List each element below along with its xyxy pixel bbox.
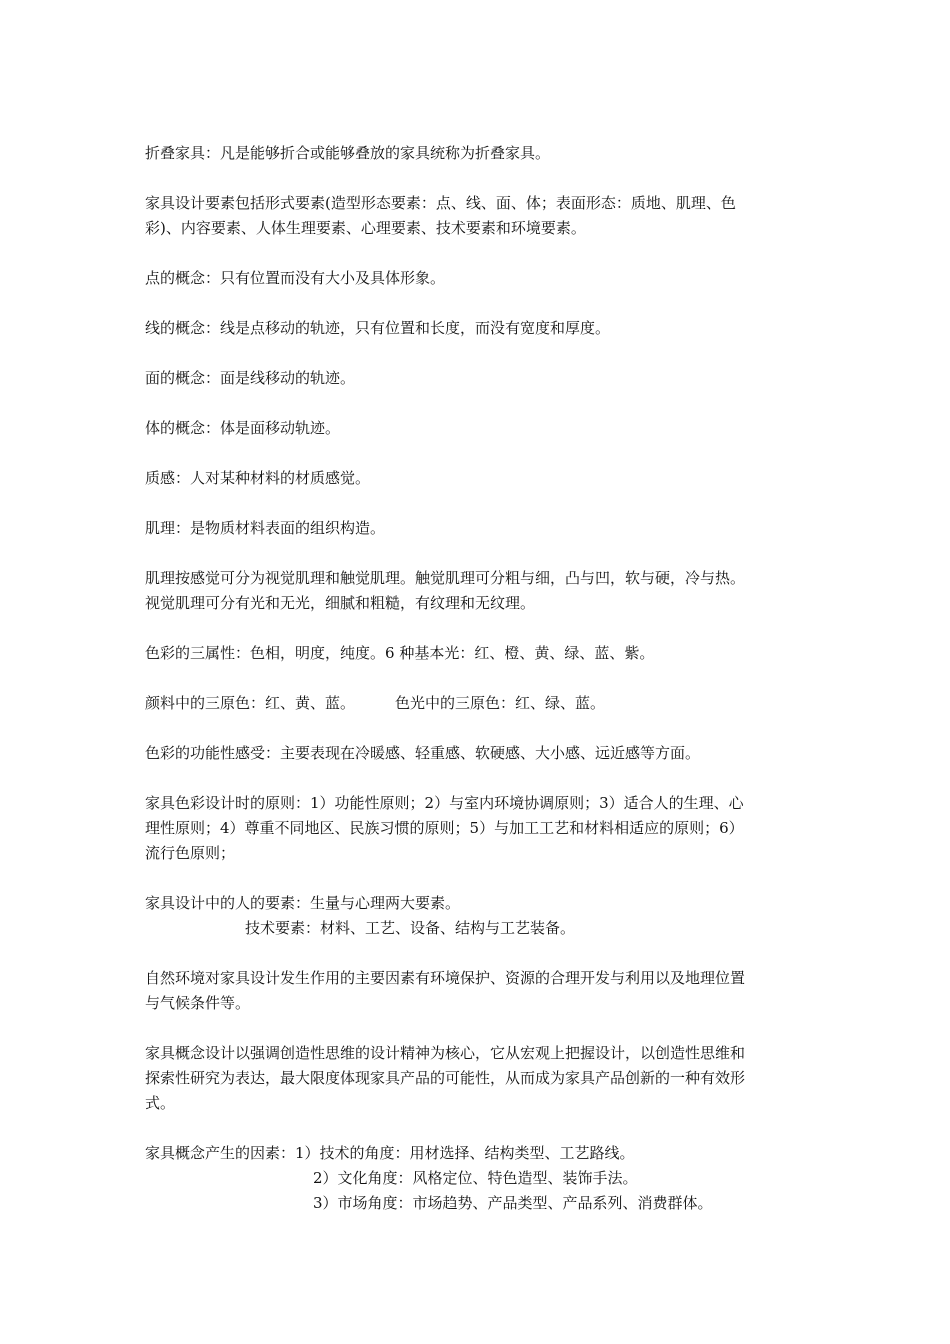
paragraph-line: 理性原则；4）尊重不同地区、民族习惯的原则；5）与加工工艺和材料相适应的原则；6）	[145, 819, 744, 837]
paragraph-line: 面的概念：面是线移动的轨迹。	[145, 369, 356, 387]
paragraph-line: 自然环境对家具设计发生作用的主要因素有环境保护、资源的合理开发与利用以及地理位置	[145, 969, 746, 987]
paragraph-line: 式。	[145, 1094, 176, 1112]
paragraph-line: 视觉肌理可分有光和无光，细腻和粗糙，有纹理和无纹理。	[145, 594, 536, 612]
concept-factors-paragraph	[145, 1141, 813, 1216]
paragraph-line: 点的概念：只有位置而没有大小及具体形象。	[145, 269, 446, 287]
paragraph-line: 肌理按感觉可分为视觉肌理和触觉肌理。触觉肌理可分粗与细，凸与凹，软与硬，冷与热。	[145, 569, 746, 587]
paragraph-group-2	[145, 741, 813, 866]
paragraph-line: 色彩的三属性：色相，明度，纯度。6 种基本光：红、橙、黄、绿、蓝、紫。	[145, 644, 655, 662]
paragraph	[145, 641, 813, 666]
document-body	[145, 141, 813, 1241]
paragraph	[145, 566, 813, 616]
paragraph-group-3	[145, 966, 813, 1116]
paragraph-line: 质感：人对某种材料的材质感觉。	[145, 469, 371, 487]
paragraph	[145, 966, 813, 1016]
paragraph-group-1	[145, 141, 813, 666]
paragraph	[145, 466, 813, 491]
paragraph-line: 家具设计要素包括形式要素(造型形态要素：点、线、面、体；表面形态：质地、肌理、色	[145, 194, 736, 212]
paragraph-line: 流行色原则；	[145, 844, 236, 862]
paragraph	[145, 366, 813, 391]
light-primaries-text: 色光中的三原色：红、绿、蓝。	[395, 694, 606, 712]
paragraph-line: 家具色彩设计时的原则：1）功能性原则；2）与室内环境协调原则；3）适合人的生理、心	[145, 794, 744, 812]
paragraph-line: 探索性研究为表达，最大限度体现家具产品的可能性，从而成为家具产品创新的一种有效形	[145, 1069, 746, 1087]
tech-elements-line: 技术要素：材料、工艺、设备、结构与工艺装备。	[245, 919, 576, 937]
pigment-primaries-text: 颜料中的三原色：红、黄、蓝。	[145, 694, 356, 712]
paragraph	[145, 791, 813, 866]
factors-line-3: 3）市场角度：市场趋势、产品类型、产品系列、消费群体。	[313, 1194, 713, 1212]
human-elements-line: 家具设计中的人的要素：生量与心理两大要素。	[145, 894, 461, 912]
paragraph-line: 肌理：是物质材料表面的组织构造。	[145, 519, 386, 537]
factors-line-1: 家具概念产生的因素：1）技术的角度：用材选择、结构类型、工艺路线。	[145, 1144, 635, 1162]
paragraph-line: 与气候条件等。	[145, 994, 251, 1012]
primary-colors-paragraph	[145, 691, 813, 716]
factors-line-2: 2）文化角度：风格定位、特色造型、装饰手法。	[313, 1169, 638, 1187]
paragraph-line: 彩)、内容要素、人体生理要素、心理要素、技术要素和环境要素。	[145, 219, 586, 237]
paragraph-line: 折叠家具：凡是能够折合或能够叠放的家具统称为折叠家具。	[145, 144, 551, 162]
paragraph	[145, 191, 813, 241]
paragraph-line: 色彩的功能性感受：主要表现在冷暖感、轻重感、软硬感、大小感、远近感等方面。	[145, 744, 701, 762]
paragraph	[145, 741, 813, 766]
paragraph	[145, 141, 813, 166]
paragraph	[145, 266, 813, 291]
design-elements-paragraph	[145, 891, 813, 941]
paragraph	[145, 316, 813, 341]
paragraph	[145, 416, 813, 441]
paragraph	[145, 1041, 813, 1116]
paragraph-line: 体的概念：体是面移动轨迹。	[145, 419, 341, 437]
paragraph	[145, 516, 813, 541]
paragraph-line: 家具概念设计以强调创造性思维的设计精神为核心，它从宏观上把握设计，以创造性思维和	[145, 1044, 746, 1062]
paragraph-line: 线的概念：线是点移动的轨迹，只有位置和长度，而没有宽度和厚度。	[145, 319, 611, 337]
